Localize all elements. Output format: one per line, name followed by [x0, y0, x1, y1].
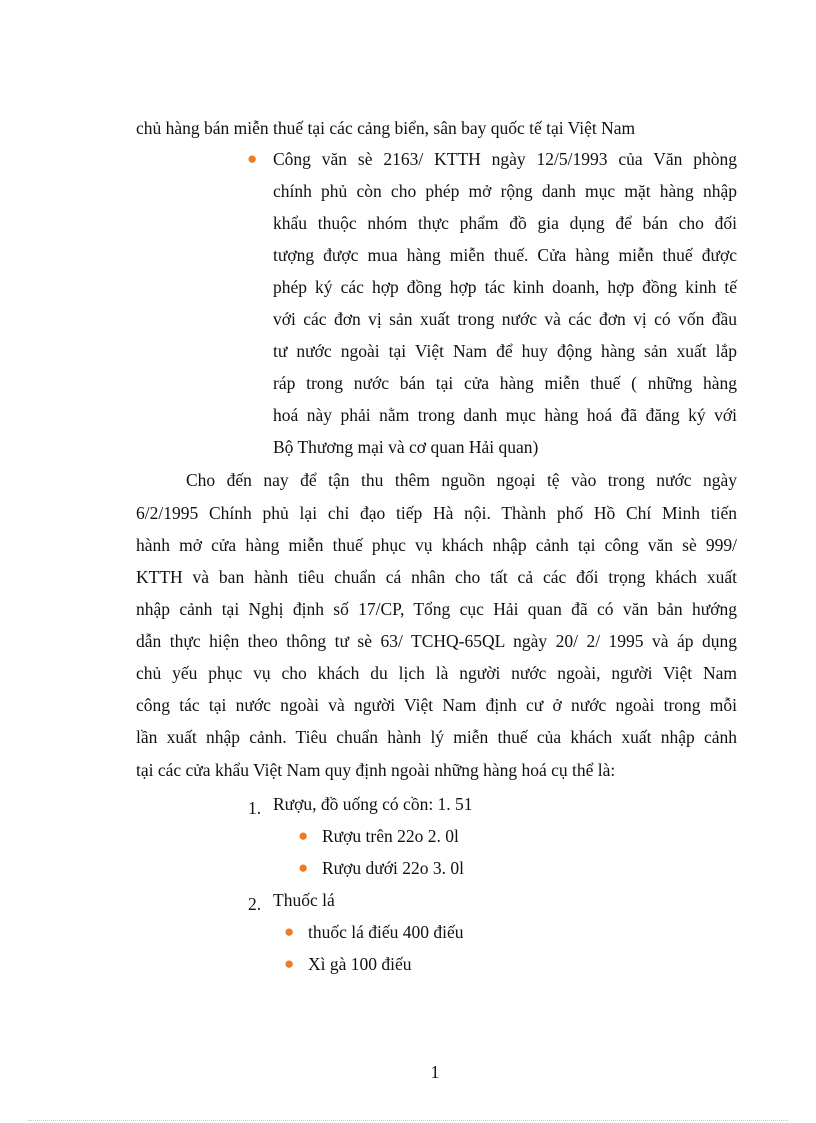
bullet-1-line: tượng được mua hàng miễn thuế. Cửa hàng miễn thuế được	[273, 245, 737, 265]
bullet-1-line: khẩu thuộc nhóm thực phẩm đồ gia dụng để bán cho đối	[273, 213, 737, 233]
sub-bullet-marker: ●	[284, 954, 295, 973]
sub-bullet-marker: ●	[298, 858, 309, 877]
paragraph-line: lần xuất nhập cảnh. Tiêu chuẩn hành lý miễn thuế của khách xuất nhập cảnh	[136, 727, 737, 747]
bullet-1-line: tư nước ngoài tại Việt Nam để huy động hàng sản xuất lắp	[273, 341, 737, 361]
paragraph-line: công tác tại nước ngoài và người Việt Nam định cư ở nước ngoài trong mỗi	[136, 695, 737, 715]
page-bottom-divider	[28, 1120, 788, 1121]
page-number: 1	[430, 1062, 440, 1082]
bullet-1-line: phép ký các hợp đồng hợp tác kinh doanh, hợp đồng kinh tế	[273, 277, 737, 297]
paragraph-line: 6/2/1995 Chính phủ lại chỉ đạo tiếp Hà nội. Thành phố Hồ Chí Minh tiến	[136, 503, 737, 523]
sub-list-item: Rượu trên 22o 2. 0l	[322, 826, 459, 846]
bullet-1-line: Công văn sè 2163/ KTTH ngày 12/5/1993 của Văn phòng	[273, 149, 737, 169]
sub-bullet-marker: ●	[298, 826, 309, 845]
bullet-1-line: ráp trong nước bán tại cửa hàng miễn thuế ( những hàng	[273, 373, 737, 393]
paragraph-line: KTTH và ban hành tiêu chuẩn cá nhân cho tất cả các đối trọng khách xuất	[136, 567, 737, 587]
bullet-1-line: chính phủ còn cho phép mở rộng danh mục mặt hàng nhập	[273, 181, 737, 201]
list-item-label: Rượu, đồ uống có cồn: 1. 51	[273, 794, 473, 814]
paragraph-line: chủ yếu phục vụ cho khách du lịch là người nước ngoài, người Việt Nam	[136, 663, 737, 683]
bullet-1-line: Bộ Thương mại và cơ quan Hải quan)	[273, 437, 539, 457]
sub-bullet-marker: ●	[284, 922, 295, 941]
paragraph-line: dẫn thực hiện theo thông tư sè 63/ TCHQ-65QL ngày 20/ 2/ 1995 và áp dụng	[136, 631, 737, 651]
paragraph-line: nhập cảnh tại Nghị định số 17/CP, Tổng cục Hải quan đã có văn bản hướng	[136, 599, 737, 619]
list-number: 2.	[248, 894, 262, 914]
list-item-label: Thuốc lá	[273, 890, 335, 910]
intro-line: chủ hàng bán miễn thuế tại các cảng biển, sân bay quốc tế tại Việt Nam	[136, 118, 636, 138]
bullet-1-line: với các đơn vị sản xuất trong nước và các đơn vị có vốn đầu	[273, 309, 737, 329]
sub-list-item: thuốc lá điếu 400 điếu	[308, 922, 464, 942]
bullet-1-line: hoá này phải nằm trong danh mục hàng hoá đã đăng ký với	[273, 405, 737, 425]
paragraph-line: hành mở cửa hàng miễn thuế phục vụ khách nhập cảnh tại công văn sè 999/	[136, 535, 737, 555]
bullet-marker: ●	[247, 149, 258, 168]
sub-list-item: Xì gà 100 điếu	[308, 954, 412, 974]
paragraph-line: tại các cửa khẩu Việt Nam quy định ngoài những hàng hoá cụ thể là:	[136, 760, 616, 780]
sub-list-item: Rượu dưới 22o 3. 0l	[322, 858, 464, 878]
list-number: 1.	[248, 798, 262, 818]
paragraph-line: Cho đến nay để tận thu thêm nguồn ngoại tệ vào trong nước ngày	[186, 470, 737, 490]
